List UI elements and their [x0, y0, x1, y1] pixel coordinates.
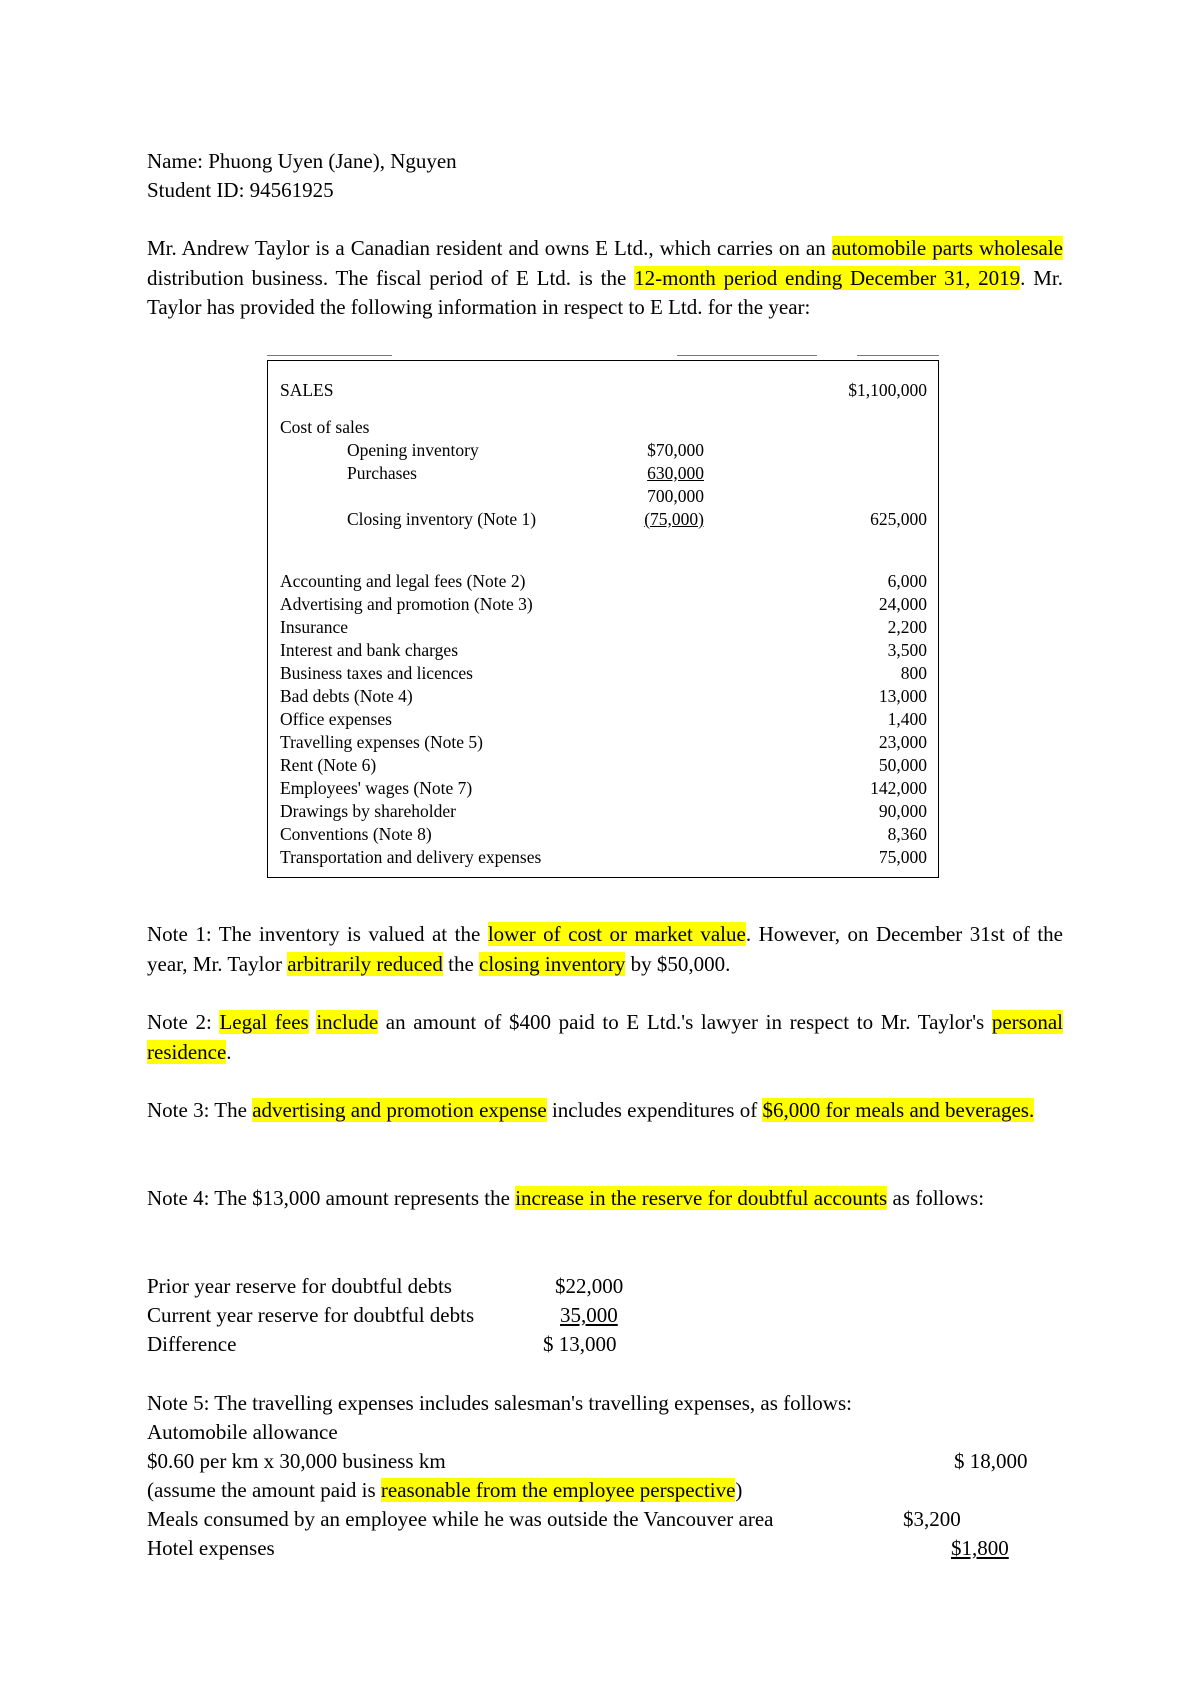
note-text: the	[442, 951, 480, 976]
note-text: . However, on December 31st of the year, Mr. Taylor	[147, 922, 1063, 976]
assumption-line	[147, 1476, 742, 1505]
highlight: arbitrarily reduced	[287, 951, 443, 976]
expense-label: Transportation and delivery expenses	[280, 847, 542, 867]
highlight-business: automobile parts wholesale	[831, 236, 1063, 260]
expense-label: Office expenses	[280, 709, 392, 729]
sales-amount: $1,100,000	[848, 380, 927, 400]
reserve-row-label: Current year reserve for doubtful debts	[147, 1303, 475, 1327]
expense-amount: 90,000	[878, 801, 927, 821]
note-4	[147, 1184, 1063, 1214]
highlight: closing inventory	[479, 951, 626, 976]
note-text: Note 1: The inventory is valued at the	[147, 922, 488, 946]
student-id: Student ID: 94561925	[147, 178, 334, 202]
reserve-row-amount: 35,000	[560, 1303, 618, 1327]
highlight: reasonable from the employee perspective	[380, 1478, 736, 1502]
expense-amount: 23,000	[878, 732, 927, 752]
highlight: $6,000 for meals and beverages.	[762, 1098, 1035, 1122]
income-statement	[267, 360, 939, 878]
note-text: by $50,000.	[625, 951, 731, 976]
hotel-amount: $1,800	[951, 1536, 1009, 1560]
intro-text: distribution business. The fiscal period of E Ltd. is the	[147, 265, 635, 290]
note-text: an amount of $400 paid to E Ltd.'s lawyer in respect to Mr. Taylor's	[378, 1010, 992, 1034]
km-amount: $ 18,000	[954, 1449, 1028, 1473]
highlight: lower of cost or market value	[487, 922, 746, 946]
reserve-row-amount: $ 13,000	[543, 1332, 617, 1356]
purchases-amount: 630,000	[647, 463, 704, 483]
note-text: Note 4: The $13,000 amount represents the	[147, 1186, 516, 1210]
expense-amount: 50,000	[878, 755, 927, 775]
intro-text: Mr. Andrew Taylor is a Canadian resident and owns E Ltd., which carries on an	[147, 236, 832, 260]
allowance-label: Automobile allowance	[147, 1420, 338, 1444]
expense-label: Employees' wages (Note 7)	[280, 778, 473, 798]
expense-amount: 142,000	[870, 778, 927, 798]
note-text: includes expenditures of	[546, 1098, 763, 1122]
highlight: advertising and promotion expense	[252, 1098, 547, 1122]
expense-amount: 6,000	[887, 571, 927, 591]
expense-amount: 8,360	[887, 824, 927, 844]
note-text: )	[735, 1478, 743, 1502]
cost-of-sales-total: 625,000	[870, 509, 927, 529]
expense-label: Interest and bank charges	[280, 640, 459, 660]
intro-paragraph	[147, 234, 1063, 323]
expense-label: Insurance	[280, 617, 349, 637]
sales-label: SALES	[280, 380, 334, 400]
highlight: increase in the reserve for doubtful accounts	[515, 1186, 888, 1210]
highlight: personal residence	[147, 1010, 1063, 1064]
expense-amount: 24,000	[878, 594, 927, 614]
expense-label: Accounting and legal fees (Note 2)	[280, 571, 526, 591]
closing-inventory-amount: (75,000)	[644, 509, 704, 529]
meals-amount: $3,200	[903, 1507, 961, 1531]
note-text: (assume the amount paid is	[147, 1478, 381, 1502]
student-name: Name: Phuong Uyen (Jane), Nguyen	[147, 149, 457, 173]
hotel-label: Hotel expenses	[147, 1536, 275, 1560]
purchases-label: Purchases	[347, 463, 417, 483]
note-text: as follows:	[887, 1186, 985, 1210]
highlight: include	[316, 1010, 379, 1034]
expense-label: Advertising and promotion (Note 3)	[280, 594, 533, 614]
reserve-row-amount: $22,000	[555, 1274, 624, 1298]
note-text: .	[226, 1039, 232, 1064]
expense-amount: 800	[900, 663, 927, 683]
expense-label: Bad debts (Note 4)	[280, 686, 413, 706]
highlight: Legal fees	[219, 1010, 309, 1034]
expense-label: Conventions (Note 8)	[280, 824, 432, 844]
note-5-intro: Note 5: The travelling expenses includes salesman's travelling expenses, as follows:	[147, 1391, 852, 1415]
expense-amount: 75,000	[878, 847, 927, 867]
expense-label: Drawings by shareholder	[280, 801, 456, 821]
expense-amount: 13,000	[878, 686, 927, 706]
opening-inventory-amount: $70,000	[647, 440, 704, 460]
cost-of-sales-label: Cost of sales	[280, 417, 370, 437]
expense-amount: 3,500	[887, 640, 927, 660]
expense-label: Business taxes and licences	[280, 663, 473, 683]
expense-label: Travelling expenses (Note 5)	[280, 732, 483, 752]
inventory-subtotal: 700,000	[647, 486, 704, 506]
note-text: Note 2:	[147, 1010, 220, 1034]
note-text: Note 3: The	[147, 1098, 253, 1122]
reserve-row-label: Prior year reserve for doubtful debts	[147, 1274, 452, 1298]
intro-text: . Mr. Taylor has provided the following information in respect to E Ltd. for the year:	[147, 265, 1063, 319]
reserve-row-label: Difference	[147, 1332, 237, 1356]
expense-label: Rent (Note 6)	[280, 755, 377, 775]
note-2	[147, 1008, 1063, 1067]
expense-amount: 1,400	[887, 709, 927, 729]
closing-inventory-label: Closing inventory (Note 1)	[347, 509, 537, 529]
km-line: $0.60 per km x 30,000 business km	[147, 1449, 446, 1473]
meals-label: Meals consumed by an employee while he was outside the Vancouver area	[147, 1507, 774, 1531]
opening-inventory-label: Opening inventory	[347, 440, 479, 460]
highlight-fiscal-period: 12-month period ending December 31, 2019	[634, 265, 1021, 290]
note-1	[147, 920, 1063, 979]
note-3	[147, 1096, 1063, 1126]
expense-amount: 2,200	[887, 617, 927, 637]
